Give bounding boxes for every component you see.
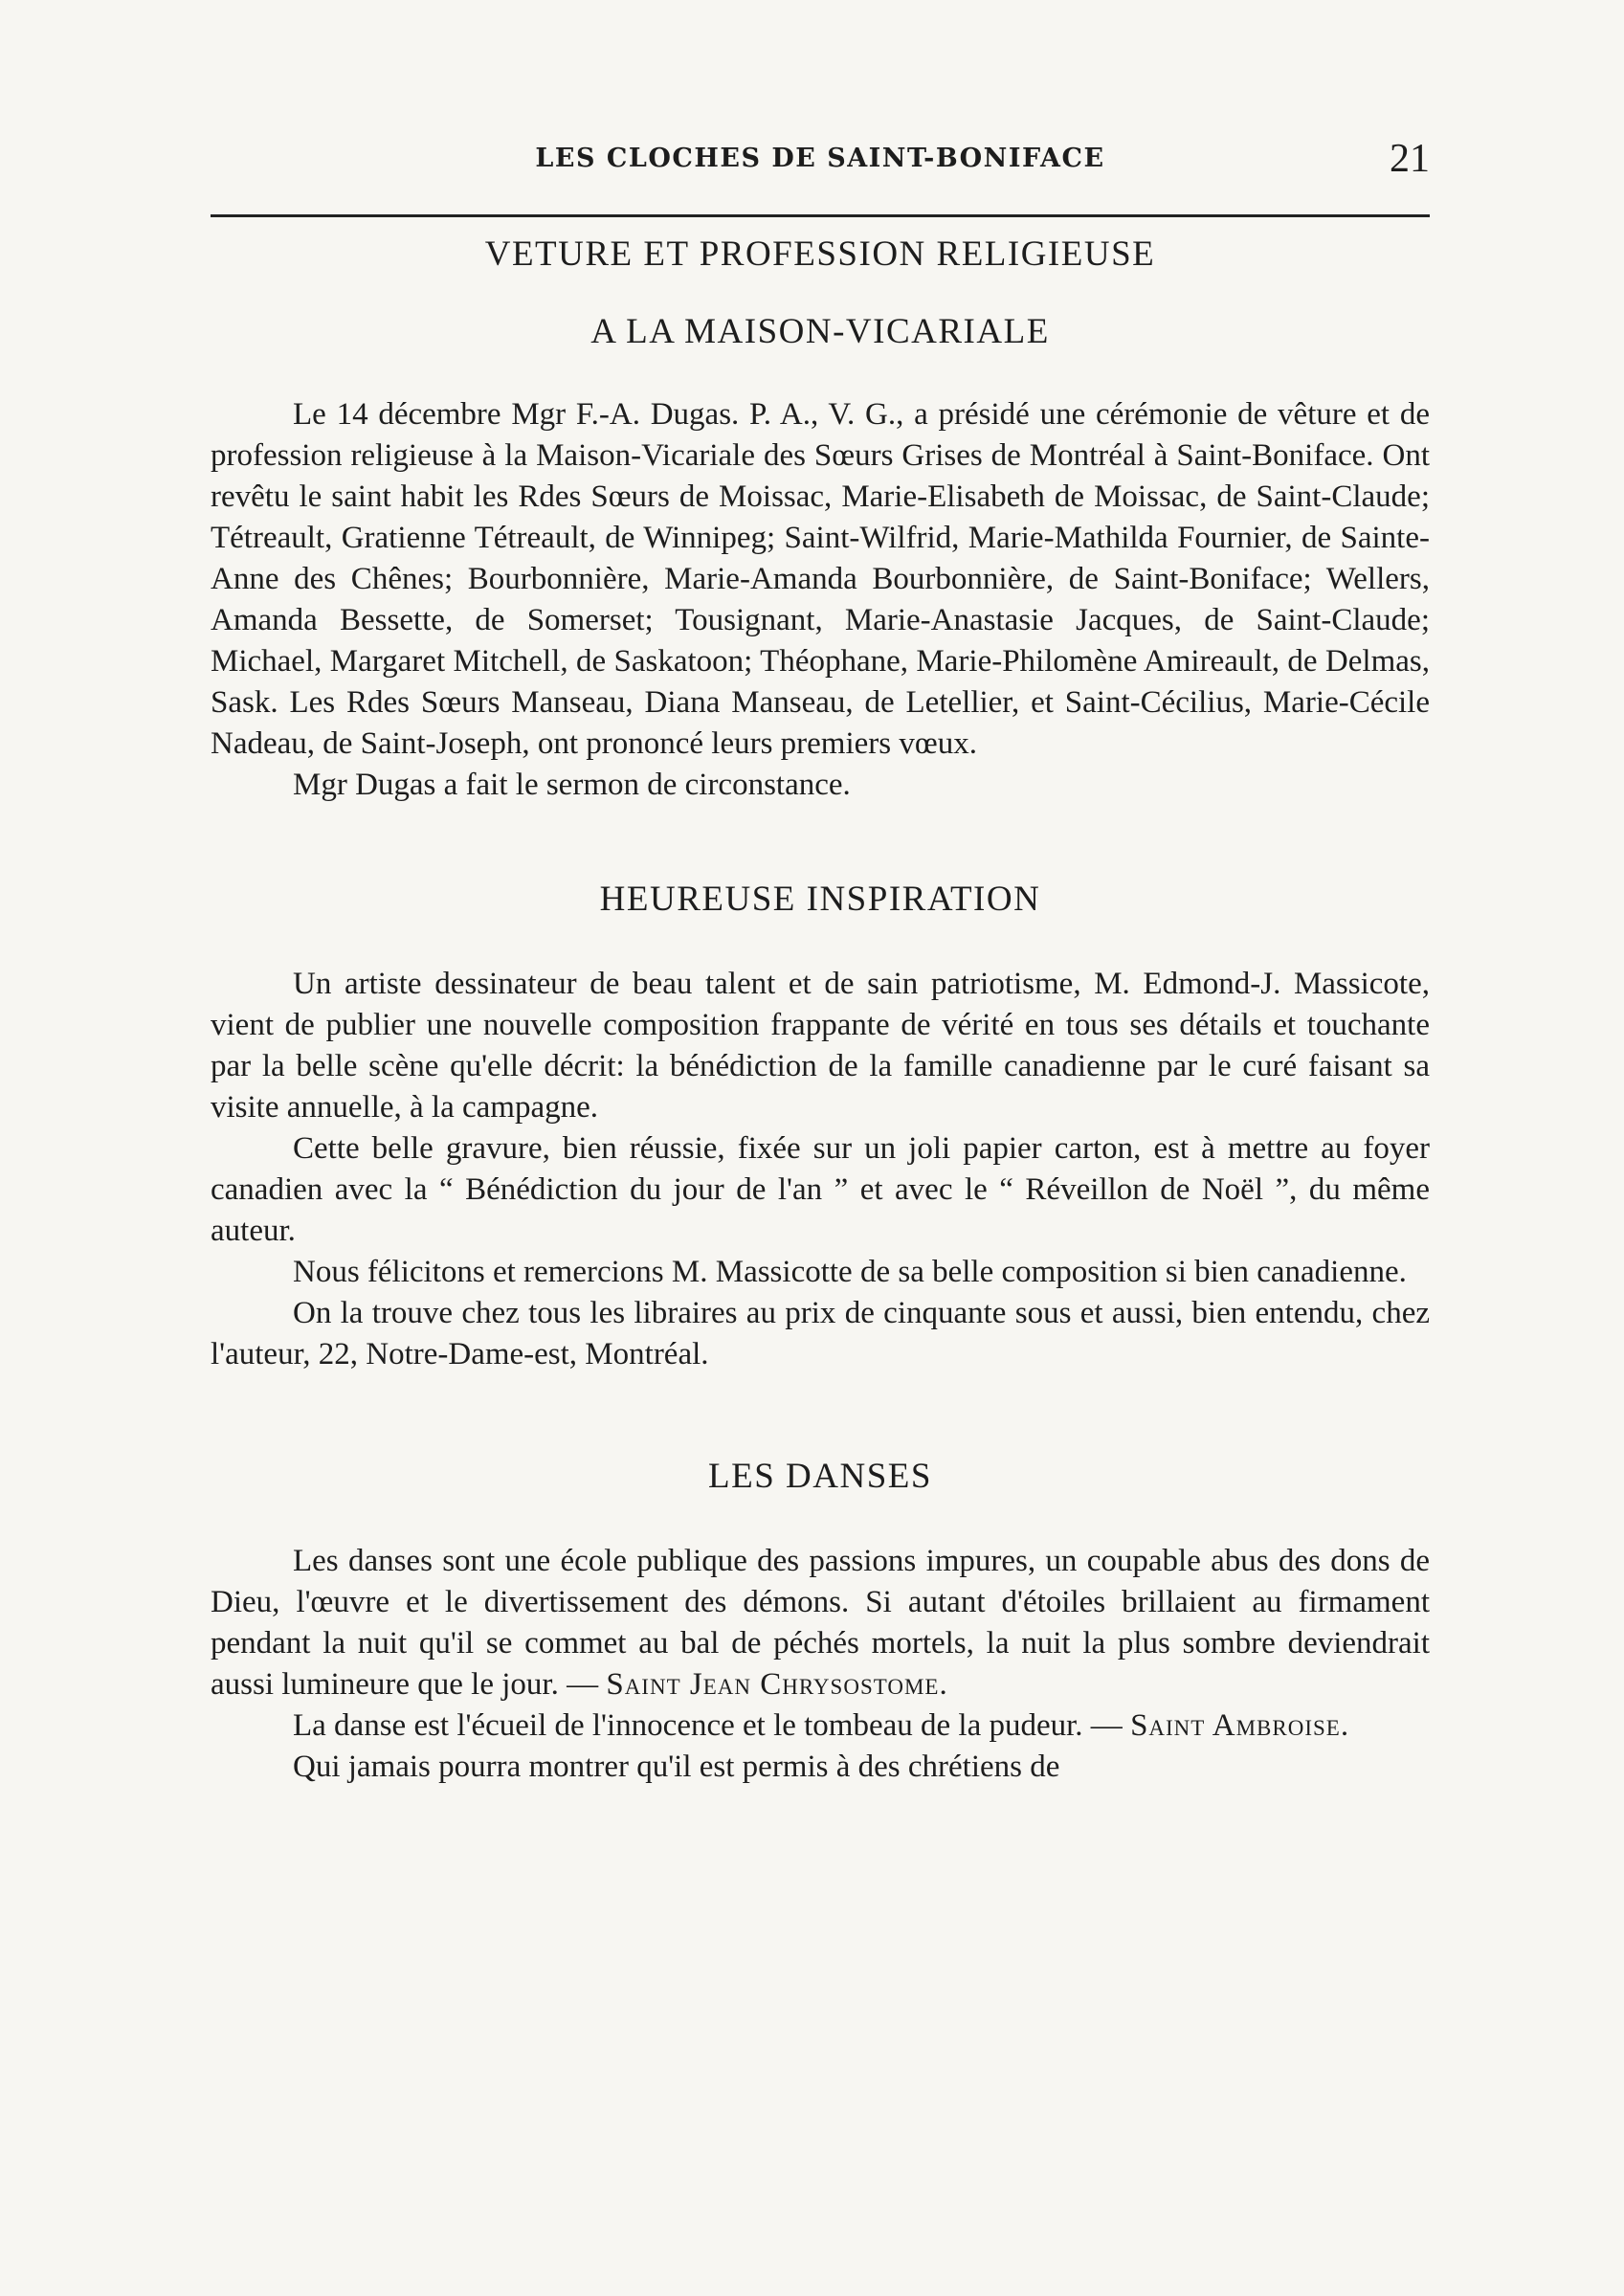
page-content xyxy=(211,230,1430,1788)
section-body-danses xyxy=(211,1541,1430,1788)
section-title-les-danses: LES DANSES xyxy=(708,1457,932,1496)
running-title: LES CLOCHES DE SAINT-BONIFACE xyxy=(535,144,1105,173)
quote-author: Saint Ambroise. xyxy=(1130,1708,1350,1743)
quote-paragraph xyxy=(211,1705,1430,1747)
quote-text: La danse est l'écueil de l'innocence et le tombeau de la pudeur. — xyxy=(293,1708,1131,1743)
paragraph: Mgr Dugas a fait le sermon de circonstance. xyxy=(293,768,851,802)
page-header xyxy=(211,136,1430,193)
section-body-inspiration xyxy=(211,964,1430,1375)
paragraph: Qui jamais pourra montrer qu'il est permis à des chrétiens de xyxy=(293,1750,1060,1784)
paragraph: Un artiste dessinateur de beau talent et de sain patriotisme, M. Edmond-J. Massicote, vient de publier une nouvelle composition frappante de vérité en tous ses détails et touchante par la belle scène qu'elle décrit: la bénédiction de la famille canadienne par le curé faisant sa visite annuelle, à la campagne. xyxy=(211,967,1430,1125)
quote-text: Les danses sont une école publique des passions impures, un coupable abus des dons de Dieu, l'œuvre et le divertissement des démons. Si autant d'étoiles brillaient au firmament pendant la nuit qu'il se commet au bal de péchés mortels, la nuit la plus sombre deviendrait aussi lumineure que le jour. — xyxy=(211,1544,1430,1702)
paragraph: Le 14 décembre Mgr F.-A. Dugas. P. A., V. G., a présidé une cérémonie de vêture et de profession religieuse à la Maison-Vicariale des Sœurs Grises de Montréal à Saint-Boniface. Ont revêtu le saint habit les Rdes Sœurs de Moissac, Marie-Elisabeth de Moissac, de Saint-Claude; Tétreault, Gratienne Tétreault, de Winnipeg; Saint-Wilfrid, Marie-Mathilda Fournier, de Sainte-Anne des Chênes; Bourbonnière, Marie-Amanda Bourbonnière, de Saint-Boniface; Wellers, Amanda Bessette, de Somerset; Tousignant, Marie-Anastasie Jacques, de Saint-Claude; Michael, Margaret Mitchell, de Saskatoon; Théophane, Marie-Philomène Amireault, de Delmas, Sask. Les Rdes Sœurs Manseau, Diana Manseau, de Letellier, et Saint-Cécilius, Marie-Cécile Nadeau, de Saint-Joseph, ont prononcé leurs premiers vœux. xyxy=(211,397,1430,761)
paragraph: Cette belle gravure, bien réussie, fixée sur un joli papier carton, est à mettre au foyer canadien avec la “ Bénédiction du jour de l'an ” et avec le “ Réveillon de Noël ”, du même auteur. xyxy=(211,1131,1430,1248)
section-body-veture xyxy=(211,394,1430,806)
quote-paragraph xyxy=(211,1541,1430,1705)
page-number: 21 xyxy=(1390,137,1430,181)
section-title-heureuse-inspiration: HEUREUSE INSPIRATION xyxy=(599,880,1041,919)
section-title-veture: VETURE ET PROFESSION RELIGIEUSE xyxy=(484,234,1156,274)
header-rule xyxy=(211,214,1430,217)
quote-author: Saint Jean Chrysostome. xyxy=(606,1667,948,1702)
paragraph: Nous félicitons et remercions M. Massicotte de sa belle composition si bien canadienne. xyxy=(293,1255,1407,1289)
section-subtitle-maison-vicariale: A LA MAISON-VICARIALE xyxy=(590,312,1050,351)
paragraph: On la trouve chez tous les libraires au prix de cinquante sous et aussi, bien entendu, chez l'auteur, 22, Notre-Dame-est, Montréal. xyxy=(211,1296,1430,1371)
